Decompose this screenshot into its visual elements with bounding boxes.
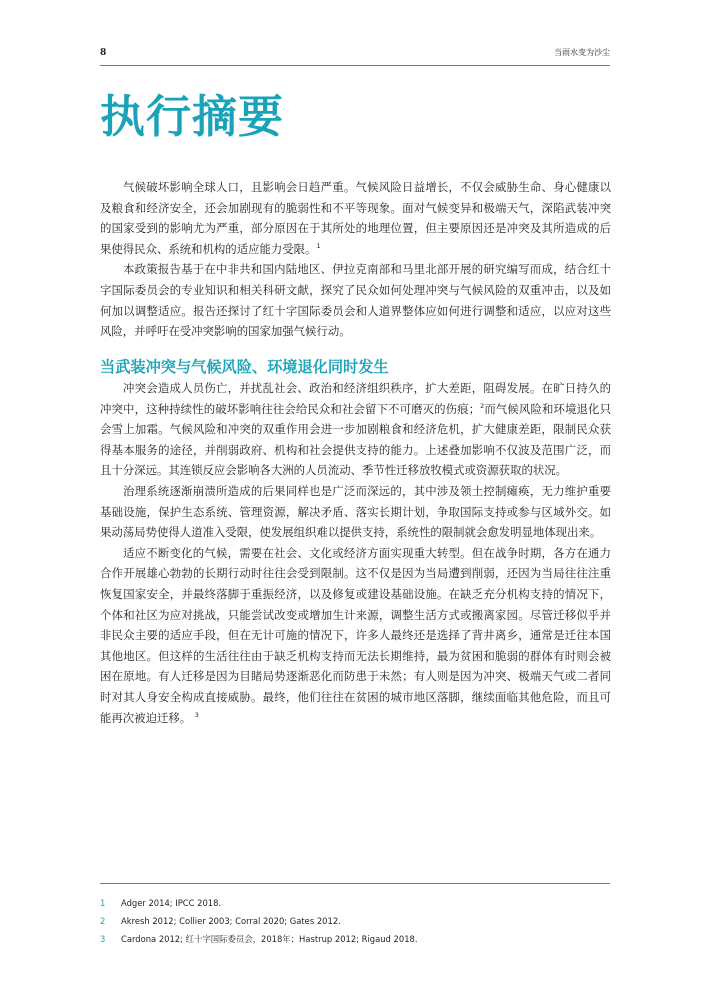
section-paragraph-2: 治理系统逐渐崩溃所造成的后果同样也是广泛而深远的，其中涉及领土控制瘫痪，无力维护重要基础设施，保护生态系统、管理资源，解决矛盾、落实长期计划，争取国际支持或参与区域外交。如果动荡局势使得人道准入受限，使发展组织难以提供支持，系统性的限制就会愈发明显地体现出来。 [100, 483, 611, 540]
intro-paragraph-1-text: 气候破坏影响全球人口，且影响会日趋严重。气候风险日益增长，不仅会威胁生命、身心健康以及粮食和经济安全，还会加剧现有的脆弱性和不平等现象。面对气候变异和极端天气，深陷武装冲突的国家受到的影响尤为严重，部分原因在于其所处的地理位置，但主要原因还是冲突及其所造成的后果使得民众、系统和机构的适应能力受限。 [100, 180, 611, 256]
section-heading: 当武装冲突与气候风险、环境退化同时发生 [100, 358, 389, 376]
footnote-text: Adger 2014; IPCC 2018. [121, 898, 222, 908]
footnote-number: 2 [100, 916, 106, 926]
footnotes-list [100, 894, 611, 948]
section-paragraph-1-text-a: 冲突会造成人员伤亡，并扰乱社会、政治和经济组织秩序，扩大差距，阻碍发展。在旷日持久的冲突中，这种持续性的破坏影响往往会给民众和社会留下不可磨灭的伤痕； [100, 381, 611, 416]
footnote-number: 3 [100, 934, 106, 944]
footnote-item [100, 930, 611, 948]
header-divider [100, 65, 610, 66]
intro-paragraph-2: 本政策报告基于在中非共和国内陆地区、伊拉克南部和马里北部开展的研究编写而成，结合红十字国际委员会的专业知识和相关科研文献，探究了民众如何处理冲突与气候风险的双重冲击，以及如何加以调整适应。报告还探讨了红十字国际委员会和人道界整体应如何进行调整和适应，以应对这些风险，并呼吁在受冲突影响的国家加强气候行动。 [100, 262, 611, 339]
page-number: 8 [100, 48, 107, 58]
footnote-item [100, 894, 611, 912]
section-paragraph-3 [100, 543, 611, 728]
footnote-ref-2[interactable]: 2 [480, 401, 485, 410]
footnote-item [100, 912, 611, 930]
intro-paragraph-1 [100, 177, 611, 259]
footnote-divider [100, 883, 610, 884]
section-body [100, 378, 611, 728]
section-paragraph-1 [100, 378, 611, 481]
footnote-text: Cardona 2012; 红十字国际委员会，2018年；Hastrup 2012; Rigaud 2018. [121, 934, 418, 944]
footnote-text: Akresh 2012; Collier 2003; Corral 2020; Gates 2012. [121, 916, 341, 926]
running-title: 当雨水变为沙尘 [554, 48, 610, 57]
section-paragraph-1-text-b: 而气候风险和环境退化只会雪上加霜。气候风险和冲突的双重作用会进一步加剧粮食和经济危机，扩大健康差距，限制民众获得基本服务的途径，并削弱政府、机构和社会提供支持的能力。上述叠加影响不仅波及范围广泛，而且十分深远。其连锁反应会影响各大洲的人员流动、季节性迁移放牧模式或资源获取的状况。 [100, 401, 611, 478]
page-title: 执行摘要 [100, 90, 285, 143]
footnote-ref-1[interactable]: 1 [316, 241, 321, 250]
footnote-number: 1 [100, 898, 106, 908]
intro-section [100, 177, 611, 342]
footnote-ref-3[interactable]: 3 [194, 710, 199, 719]
section-paragraph-3-text: 适应不断变化的气候，需要在社会、文化或经济方面实现重大转型。但在战争时期，各方在通力合作开展雄心勃勃的长期行动时往往会受到限制。这不仅是因为当局遭到削弱，还因为当局往往注重恢复国家安全，并最终落脚于重振经济，以及修复或建设基础设施。在缺乏充分机构支持的情况下，个体和社区为应对挑战，只能尝试改变或增加生计来源，调整生活方式或搬离家园。尽管迁移似乎并非民众主要的适应手段，但在无计可施的情况下，许多人最终还是选择了背井离乡，通常是迁往本国其他地区。但这样的生活往往由于缺乏机构支持而无法长期维持，最为贫困和脆弱的群体有时则会被困在原地。有人迁移是因为目睹局势逐渐恶化而防患于未然；有人则是因为冲突、极端天气或二者同时对其人身安全构成直接威胁。最终，他们往往在贫困的城市地区落脚，继续面临其他危险，而且可能再次被迫迁移。 [100, 545, 611, 725]
